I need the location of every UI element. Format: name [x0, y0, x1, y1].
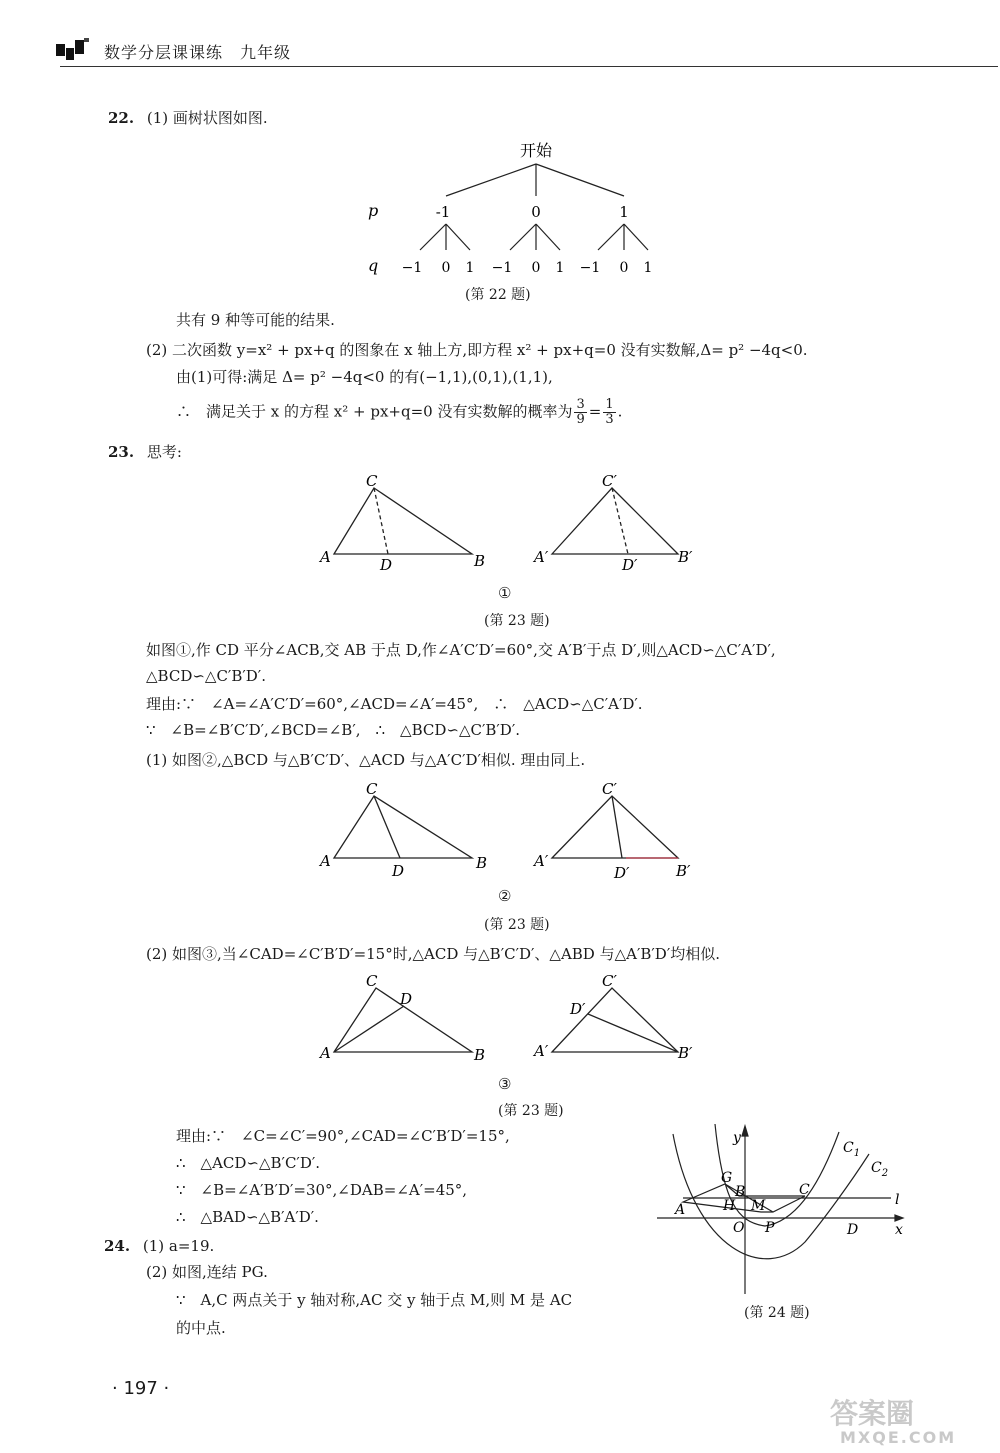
tree-p-node: -1: [435, 203, 451, 221]
watermark-url: MXQE.COM: [840, 1428, 957, 1447]
q24-line1: [104, 1236, 214, 1256]
tree-q-node: −1: [491, 260, 513, 276]
q22-line2: 共有 9 种等可能的结果.: [176, 311, 335, 329]
q22-line4: 由(1)可得:满足 Δ= p² −4q<0 的有(−1,1),(0,1),(1,1),: [176, 368, 553, 386]
fraction-1-3: $\frac{1}{3}$: [605, 397, 614, 427]
tree-q-node: 1: [465, 260, 475, 276]
figure-23-1: [316, 472, 726, 582]
figure-23-2-marker: ②: [498, 887, 512, 905]
page-number: · 197 ·: [112, 1378, 170, 1399]
tree-q-label: q: [368, 256, 379, 275]
label-C-prime: C′: [602, 782, 617, 798]
q24-part1: (1) a=19.: [142, 1237, 215, 1255]
tree-q-node: 1: [643, 260, 653, 276]
q23-number: 23.: [108, 443, 135, 461]
figure-23-3-caption: (第 23 题): [498, 1103, 564, 1119]
label-D: D: [392, 862, 405, 880]
q24-number: 24.: [104, 1237, 131, 1255]
q23-para3: 理由:∵ ∠A=∠A′C′D′=60°,∠ACD=∠A′=45°, ∴ △ACD∽△C′A′D′.: [146, 695, 643, 713]
header-logo: [56, 38, 90, 62]
tree-q-node: 0: [441, 260, 451, 276]
label-P: P: [765, 1220, 775, 1236]
q23-para1: 如图①,作 CD 平分∠ACB,交 AB 于点 D,作∠A′C′D′=60°,交 A′B′于点 D′,则△ACD∽△C′A′D′,: [146, 641, 776, 659]
q22-line1: [108, 108, 268, 128]
figure-23-2: [316, 782, 726, 882]
q23-para4: ∵ ∠B=∠B′C′D′,∠BCD=∠B′, ∴ △BCD∽△C′B′D′.: [146, 721, 520, 739]
q23-reason3: ∵ ∠B=∠A′B′D′=30°,∠DAB=∠A′=45°,: [176, 1181, 468, 1199]
label-H: H: [723, 1198, 736, 1214]
label-B-prime: B′: [678, 1044, 693, 1062]
q23-reason1: 理由:∵ ∠C=∠C′=90°,∠CAD=∠C′B′D′=15°,: [176, 1127, 510, 1145]
tree-q-node: 1: [555, 260, 565, 276]
label-A: A: [675, 1202, 686, 1218]
label-A-prime: A′: [534, 548, 549, 566]
label-C-prime: C′: [602, 972, 617, 990]
figure-23-3: [316, 972, 726, 1072]
figure-23-3-marker: ③: [498, 1075, 512, 1093]
q22-number: 22.: [108, 109, 135, 127]
q23-para6: (2) 如图③,当∠CAD=∠C′B′D′=15°时,△ACD 与△B′C′D′、△ABD 与△A′B′D′均相似.: [146, 945, 721, 963]
label-D-prime: D′: [570, 1000, 586, 1018]
q22-line5-text: ∴ 满足关于 x 的方程 x² + px+q=0 没有实数解的概率为: [176, 402, 573, 421]
label-B-prime: B′: [678, 548, 693, 566]
header-divider: [60, 66, 998, 67]
logo-icon: [56, 38, 90, 62]
q22-figure-caption: (第 22 题): [465, 287, 531, 303]
label-C: C: [366, 472, 378, 490]
label-G: G: [721, 1170, 733, 1186]
tree-diagram: [350, 136, 680, 281]
label-O: O: [733, 1220, 745, 1236]
label-D: D: [847, 1222, 859, 1238]
q23-para5: (1) 如图②,△BCD 与△B′C′D′、△ACD 与△A′C′D′相似. 理由同上.: [146, 751, 586, 769]
q23-heading: [108, 442, 182, 462]
label-l: l: [895, 1192, 900, 1208]
period: .: [617, 402, 623, 421]
figure-23-1-caption: (第 23 题): [484, 613, 550, 629]
q24-line4: 的中点.: [176, 1319, 226, 1337]
label-A-prime: A′: [534, 1042, 549, 1060]
label-x: x: [895, 1222, 903, 1238]
label-B: B: [735, 1184, 746, 1200]
label-y: y: [733, 1130, 741, 1146]
q22-part1: (1) 画树状图如图.: [146, 109, 268, 127]
label-B: B: [474, 552, 486, 570]
label-D-prime: D′: [614, 864, 630, 882]
q23-reason4: ∴ △BAD∽△B′A′D′.: [176, 1208, 319, 1226]
label-C-prime: C′: [602, 472, 617, 490]
figure-24-caption: (第 24 题): [744, 1305, 810, 1321]
figure-23-2-caption: (第 23 题): [484, 917, 550, 933]
label-D: D: [400, 990, 413, 1008]
label-C2: $C_2$: [871, 1160, 889, 1179]
tree-p-node: 1: [619, 203, 629, 221]
q23-think: 思考:: [146, 443, 182, 461]
q24-line2: (2) 如图,连结 PG.: [146, 1263, 268, 1281]
q22-line5: [176, 398, 622, 427]
watermark-logo: 答案圈: [830, 1397, 915, 1430]
label-B: B: [474, 1046, 486, 1064]
tree-p-node: 0: [531, 203, 541, 221]
label-A: A: [320, 852, 331, 870]
label-C1: $C_1$: [843, 1140, 861, 1159]
label-B: B: [476, 854, 488, 872]
label-C: C: [366, 782, 378, 798]
tree-q-node: −1: [401, 260, 423, 276]
label-C: C: [799, 1182, 810, 1198]
figure-23-1-marker: ①: [498, 584, 512, 602]
label-D-prime: D′: [622, 556, 638, 574]
label-A: A: [320, 548, 331, 566]
q23-para2: △BCD∽△C′B′D′.: [146, 667, 266, 685]
q24-line3: ∵ A,C 两点关于 y 轴对称,AC 交 y 轴于点 M,则 M 是 AC: [176, 1291, 573, 1309]
label-C: C: [366, 972, 378, 990]
fraction-3-9: $\frac{3}{9}$: [576, 397, 585, 427]
label-M: M: [751, 1198, 766, 1214]
tree-q-node: 0: [619, 260, 629, 276]
label-A: A: [320, 1044, 331, 1062]
tree-p-label: p: [368, 201, 379, 220]
tree-q-node: 0: [531, 260, 541, 276]
label-D: D: [380, 556, 393, 574]
tree-root: 开始: [519, 141, 553, 160]
equals-sign: =: [588, 402, 602, 421]
label-A-prime: A′: [534, 852, 549, 870]
label-B-prime: B′: [676, 862, 691, 880]
q22-line3: (2) 二次函数 y=x² + px+q 的图象在 x 轴上方,即方程 x² + px+q=0 没有实数解,Δ= p² −4q<0.: [146, 341, 808, 359]
page-header-title: 数学分层课课练 九年级: [104, 43, 292, 62]
q23-reason2: ∴ △ACD∽△B′C′D′.: [176, 1154, 321, 1172]
figure-24: [655, 1122, 915, 1302]
tree-q-node: −1: [579, 260, 601, 276]
